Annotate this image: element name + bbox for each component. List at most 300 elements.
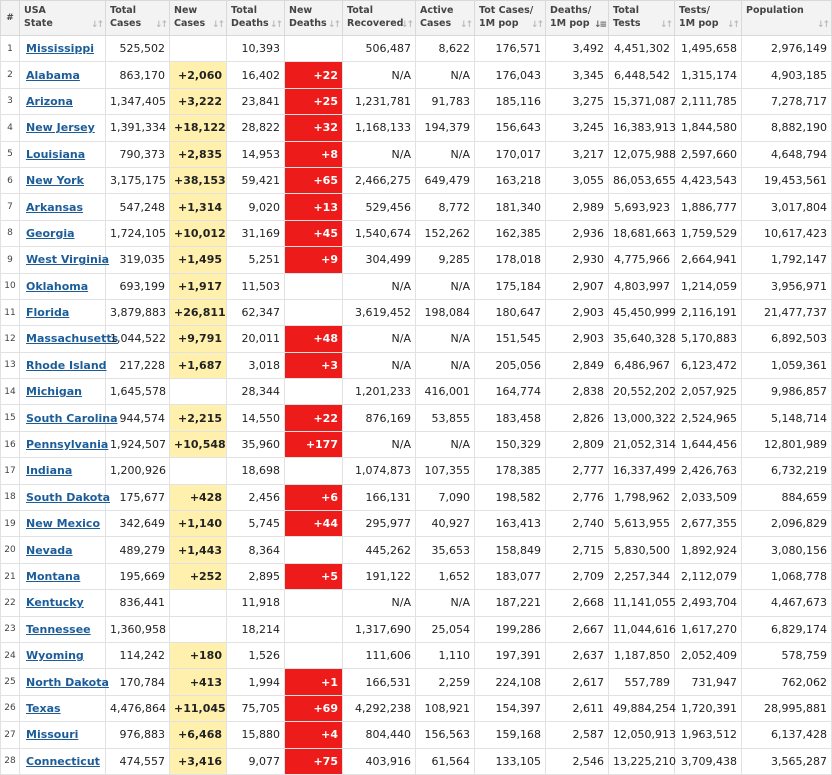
state-cell xyxy=(20,352,106,378)
new-cases-cell xyxy=(170,36,227,62)
active-cases-cell: 40,927 xyxy=(416,511,475,537)
state-cell xyxy=(20,616,106,642)
header-total-cases[interactable] xyxy=(106,1,170,36)
total-tests-cell: 1,187,850 xyxy=(609,642,675,668)
total-deaths-cell: 35,960 xyxy=(227,431,285,457)
cases-per-1m-cell: 185,116 xyxy=(475,88,546,114)
new-deaths-cell xyxy=(285,590,343,616)
state-link[interactable]: South Carolina xyxy=(26,411,118,425)
cases-per-1m-cell: 187,221 xyxy=(475,590,546,616)
state-link[interactable]: Florida xyxy=(26,306,70,320)
cases-per-1m-cell: 175,184 xyxy=(475,273,546,299)
table-row xyxy=(1,563,832,589)
total-cases-cell: 836,441 xyxy=(106,590,170,616)
deaths-per-1m-cell: 3,245 xyxy=(546,115,609,141)
table-row xyxy=(1,88,832,114)
table-row xyxy=(1,695,832,721)
deaths-per-1m-cell: 3,055 xyxy=(546,167,609,193)
header-label-line2: Cases xyxy=(420,18,452,29)
state-link[interactable]: New York xyxy=(26,174,84,188)
state-cell xyxy=(20,141,106,167)
new-cases-cell: +11,045 xyxy=(170,695,227,721)
table-row xyxy=(1,220,832,246)
table-row xyxy=(1,141,832,167)
new-cases-cell: +9,791 xyxy=(170,326,227,352)
deaths-per-1m-cell: 2,809 xyxy=(546,431,609,457)
total-recovered-cell: 295,977 xyxy=(343,511,416,537)
header-label-line1: USA xyxy=(24,5,46,16)
deaths-per-1m-cell: 3,492 xyxy=(546,36,609,62)
total-deaths-cell: 62,347 xyxy=(227,299,285,325)
header-new-cases[interactable] xyxy=(170,1,227,36)
total-deaths-cell: 18,698 xyxy=(227,458,285,484)
active-cases-cell: 8,622 xyxy=(416,36,475,62)
state-cell xyxy=(20,273,106,299)
tests-per-1m-cell: 2,057,925 xyxy=(675,379,742,405)
sort-icon[interactable]: ↓↑ xyxy=(400,20,412,30)
tests-per-1m-cell: 1,495,658 xyxy=(675,36,742,62)
population-cell: 578,759 xyxy=(742,642,832,668)
sort-icon[interactable]: ↓↑ xyxy=(327,20,339,30)
state-cell xyxy=(20,299,106,325)
new-cases-cell: +1,314 xyxy=(170,194,227,220)
table-header xyxy=(1,1,832,36)
cases-per-1m-cell: 163,413 xyxy=(475,511,546,537)
total-recovered-cell: N/A xyxy=(343,273,416,299)
row-index: 14 xyxy=(1,379,20,405)
cases-per-1m-cell: 197,391 xyxy=(475,642,546,668)
sort-icon[interactable]: ↓↑ xyxy=(659,20,671,30)
total-cases-cell: 489,279 xyxy=(106,537,170,563)
active-cases-cell: 7,090 xyxy=(416,484,475,510)
population-cell: 12,801,989 xyxy=(742,431,832,457)
population-cell: 6,829,174 xyxy=(742,616,832,642)
active-cases-cell: N/A xyxy=(416,141,475,167)
total-recovered-cell: 1,168,133 xyxy=(343,115,416,141)
total-recovered-cell: 876,169 xyxy=(343,405,416,431)
new-deaths-cell: +13 xyxy=(285,194,343,220)
header-label-line1: New xyxy=(289,5,313,16)
row-index: 7 xyxy=(1,194,20,220)
total-deaths-cell: 5,745 xyxy=(227,511,285,537)
population-cell: 9,986,857 xyxy=(742,379,832,405)
state-link[interactable]: Kentucky xyxy=(26,596,84,610)
table-row xyxy=(1,722,832,748)
new-cases-cell: +1,495 xyxy=(170,247,227,273)
total-cases-cell: 342,649 xyxy=(106,511,170,537)
row-index: 26 xyxy=(1,695,20,721)
cases-per-1m-cell: 178,385 xyxy=(475,458,546,484)
total-cases-cell: 175,677 xyxy=(106,484,170,510)
state-link[interactable]: New Mexico xyxy=(26,517,101,531)
sort-icon[interactable]: ↓↑ xyxy=(530,20,542,30)
total-tests-cell: 11,044,616 xyxy=(609,616,675,642)
total-recovered-cell: 529,456 xyxy=(343,194,416,220)
total-tests-cell: 49,884,254 xyxy=(609,695,675,721)
state-cell xyxy=(20,748,106,774)
row-index: 25 xyxy=(1,669,20,695)
row-index: 12 xyxy=(1,326,20,352)
new-cases-cell: +1,917 xyxy=(170,273,227,299)
state-link[interactable]: West Virginia xyxy=(26,253,110,267)
total-tests-cell: 4,803,997 xyxy=(609,273,675,299)
total-cases-cell: 474,557 xyxy=(106,748,170,774)
state-link[interactable]: Missouri xyxy=(26,728,79,742)
sort-icon[interactable]: ↓↑ xyxy=(726,20,738,30)
total-tests-cell: 5,613,955 xyxy=(609,511,675,537)
new-deaths-cell xyxy=(285,299,343,325)
active-cases-cell: 194,379 xyxy=(416,115,475,141)
cases-per-1m-cell: 198,582 xyxy=(475,484,546,510)
tests-per-1m-cell: 2,111,785 xyxy=(675,88,742,114)
row-index: 22 xyxy=(1,590,20,616)
deaths-per-1m-cell: 2,838 xyxy=(546,379,609,405)
sort-icon[interactable]: ↓↑ xyxy=(269,20,281,30)
new-deaths-cell xyxy=(285,458,343,484)
new-deaths-cell xyxy=(285,273,343,299)
new-deaths-cell xyxy=(285,616,343,642)
total-deaths-cell: 2,895 xyxy=(227,563,285,589)
total-cases-cell: 1,924,507 xyxy=(106,431,170,457)
header-label-line2: Recovered xyxy=(347,18,404,29)
header-label-line1: Population xyxy=(746,5,804,16)
total-tests-cell: 35,640,328 xyxy=(609,326,675,352)
tests-per-1m-cell: 2,052,409 xyxy=(675,642,742,668)
state-link[interactable]: Michigan xyxy=(26,385,82,399)
active-cases-cell: 416,001 xyxy=(416,379,475,405)
deaths-per-1m-cell: 3,275 xyxy=(546,88,609,114)
new-cases-cell xyxy=(170,616,227,642)
total-tests-cell: 5,693,923 xyxy=(609,194,675,220)
cases-per-1m-cell: 205,056 xyxy=(475,352,546,378)
header-label-line2: State xyxy=(24,18,53,29)
total-recovered-cell: 1,317,690 xyxy=(343,616,416,642)
cases-per-1m-cell: 162,385 xyxy=(475,220,546,246)
total-deaths-cell: 75,705 xyxy=(227,695,285,721)
total-recovered-cell: N/A xyxy=(343,62,416,88)
deaths-per-1m-cell: 2,740 xyxy=(546,511,609,537)
state-link[interactable]: Nevada xyxy=(26,543,73,557)
header-cases-per-1m[interactable] xyxy=(475,1,546,36)
state-link[interactable]: Alabama xyxy=(26,68,80,82)
tests-per-1m-cell: 2,524,965 xyxy=(675,405,742,431)
total-deaths-cell: 1,526 xyxy=(227,642,285,668)
new-cases-cell: +252 xyxy=(170,563,227,589)
total-recovered-cell: 4,292,238 xyxy=(343,695,416,721)
header-population[interactable] xyxy=(742,1,832,36)
header-active-cases[interactable] xyxy=(416,1,475,36)
new-cases-cell: +3,222 xyxy=(170,88,227,114)
total-tests-cell: 557,789 xyxy=(609,669,675,695)
table-row xyxy=(1,36,832,62)
table-row xyxy=(1,115,832,141)
deaths-per-1m-cell: 2,617 xyxy=(546,669,609,695)
sort-icon[interactable]: ↓↑ xyxy=(816,20,828,30)
header-label-line2: 1M pop xyxy=(550,18,590,29)
row-index: 3 xyxy=(1,88,20,114)
active-cases-cell: 107,355 xyxy=(416,458,475,484)
row-index: 10 xyxy=(1,273,20,299)
population-cell: 3,956,971 xyxy=(742,273,832,299)
state-cell xyxy=(20,511,106,537)
deaths-per-1m-cell: 2,637 xyxy=(546,642,609,668)
cases-per-1m-cell: 180,647 xyxy=(475,299,546,325)
state-link[interactable]: Texas xyxy=(26,701,61,715)
state-link[interactable]: Arizona xyxy=(26,94,73,108)
total-cases-cell: 3,175,175 xyxy=(106,167,170,193)
total-recovered-cell: 1,074,873 xyxy=(343,458,416,484)
sort-icon[interactable]: ↓↑ xyxy=(211,20,223,30)
population-cell: 8,882,190 xyxy=(742,115,832,141)
new-cases-cell: +2,835 xyxy=(170,141,227,167)
cases-per-1m-cell: 183,077 xyxy=(475,563,546,589)
table-row xyxy=(1,352,832,378)
active-cases-cell: 91,783 xyxy=(416,88,475,114)
header-label-line2: 1M pop xyxy=(479,18,519,29)
header-label-line1: Tests/ xyxy=(679,5,710,16)
total-recovered-cell: N/A xyxy=(343,141,416,167)
total-deaths-cell: 59,421 xyxy=(227,167,285,193)
new-cases-cell: +26,811 xyxy=(170,299,227,325)
state-link[interactable]: Indiana xyxy=(26,464,73,478)
table-row xyxy=(1,537,832,563)
state-link[interactable]: Wyoming xyxy=(26,649,84,663)
state-link[interactable]: South Dakota xyxy=(26,490,111,504)
table-row xyxy=(1,511,832,537)
total-deaths-cell: 18,214 xyxy=(227,616,285,642)
population-cell: 6,732,219 xyxy=(742,458,832,484)
total-deaths-cell: 9,020 xyxy=(227,194,285,220)
total-cases-cell: 114,242 xyxy=(106,642,170,668)
table-row xyxy=(1,379,832,405)
state-link[interactable]: North Dakota xyxy=(26,675,109,689)
total-recovered-cell: 304,499 xyxy=(343,247,416,273)
population-cell: 3,080,156 xyxy=(742,537,832,563)
new-cases-cell: +10,012 xyxy=(170,220,227,246)
new-deaths-cell: +177 xyxy=(285,431,343,457)
total-recovered-cell: 166,531 xyxy=(343,669,416,695)
new-cases-cell: +2,060 xyxy=(170,62,227,88)
total-recovered-cell: 1,231,781 xyxy=(343,88,416,114)
header-total-recovered[interactable] xyxy=(343,1,416,36)
header-tests-per-1m[interactable] xyxy=(675,1,742,36)
tests-per-1m-cell: 1,720,391 xyxy=(675,695,742,721)
new-cases-cell xyxy=(170,590,227,616)
cases-per-1m-cell: 163,218 xyxy=(475,167,546,193)
cases-per-1m-cell: 224,108 xyxy=(475,669,546,695)
table-row xyxy=(1,299,832,325)
total-cases-cell: 863,170 xyxy=(106,62,170,88)
deaths-per-1m-cell: 2,546 xyxy=(546,748,609,774)
total-recovered-cell: 804,440 xyxy=(343,722,416,748)
new-cases-cell: +428 xyxy=(170,484,227,510)
tests-per-1m-cell: 1,617,270 xyxy=(675,616,742,642)
active-cases-cell: 2,259 xyxy=(416,669,475,695)
state-link[interactable]: Georgia xyxy=(26,226,75,240)
tests-per-1m-cell: 1,214,059 xyxy=(675,273,742,299)
population-cell: 3,565,287 xyxy=(742,748,832,774)
tests-per-1m-cell: 1,886,777 xyxy=(675,194,742,220)
state-link[interactable]: Massachusetts xyxy=(26,332,119,346)
state-link[interactable]: Louisiana xyxy=(26,147,86,161)
sort-icon[interactable]: ↓↑ xyxy=(154,20,166,30)
total-tests-cell: 16,337,499 xyxy=(609,458,675,484)
total-tests-cell: 18,681,663 xyxy=(609,220,675,246)
total-tests-cell: 12,075,988 xyxy=(609,141,675,167)
tests-per-1m-cell: 1,644,456 xyxy=(675,431,742,457)
state-link[interactable]: Pennsylvania xyxy=(26,438,109,452)
active-cases-cell: 649,479 xyxy=(416,167,475,193)
population-cell: 2,096,829 xyxy=(742,511,832,537)
total-deaths-cell: 31,169 xyxy=(227,220,285,246)
cases-per-1m-cell: 199,286 xyxy=(475,616,546,642)
new-deaths-cell: +3 xyxy=(285,352,343,378)
new-deaths-cell: +4 xyxy=(285,722,343,748)
state-link[interactable]: Rhode Island xyxy=(26,358,107,372)
new-deaths-cell xyxy=(285,642,343,668)
active-cases-cell: N/A xyxy=(416,352,475,378)
row-index: 23 xyxy=(1,616,20,642)
state-cell xyxy=(20,326,119,352)
deaths-per-1m-cell: 2,611 xyxy=(546,695,609,721)
total-cases-cell: 1,360,958 xyxy=(106,616,170,642)
new-deaths-cell: +22 xyxy=(285,62,343,88)
header-label-line1: Active xyxy=(420,5,454,16)
new-cases-cell: +413 xyxy=(170,669,227,695)
header-index[interactable] xyxy=(1,1,20,36)
row-index: 9 xyxy=(1,247,20,273)
tests-per-1m-cell: 4,423,543 xyxy=(675,167,742,193)
total-deaths-cell: 14,550 xyxy=(227,405,285,431)
new-deaths-cell: +25 xyxy=(285,88,343,114)
state-cell xyxy=(20,695,106,721)
total-recovered-cell: 3,619,452 xyxy=(343,299,416,325)
deaths-per-1m-cell: 2,903 xyxy=(546,326,609,352)
total-tests-cell: 5,830,500 xyxy=(609,537,675,563)
cases-per-1m-cell: 176,571 xyxy=(475,36,546,62)
table-row xyxy=(1,642,832,668)
header-label-line1: Deaths/ xyxy=(550,5,592,16)
row-index: 24 xyxy=(1,642,20,668)
header-total-deaths[interactable] xyxy=(227,1,285,36)
tests-per-1m-cell: 5,170,883 xyxy=(675,326,742,352)
tests-per-1m-cell: 1,963,512 xyxy=(675,722,742,748)
tests-per-1m-cell: 2,116,191 xyxy=(675,299,742,325)
total-cases-cell: 217,228 xyxy=(106,352,170,378)
new-deaths-cell: +44 xyxy=(285,511,343,537)
state-cell xyxy=(20,669,109,695)
cases-per-1m-cell: 181,340 xyxy=(475,194,546,220)
total-cases-cell: 944,574 xyxy=(106,405,170,431)
total-tests-cell: 13,225,210 xyxy=(609,748,675,774)
row-index: 16 xyxy=(1,431,20,457)
sort-desc-icon[interactable]: ↓≡ xyxy=(593,20,605,30)
state-cell xyxy=(20,458,106,484)
total-cases-cell: 4,476,864 xyxy=(106,695,170,721)
total-cases-cell: 693,199 xyxy=(106,273,170,299)
population-cell: 2,976,149 xyxy=(742,36,832,62)
total-deaths-cell: 23,841 xyxy=(227,88,285,114)
table-row xyxy=(1,669,832,695)
total-cases-cell: 1,044,522 xyxy=(106,326,170,352)
new-cases-cell: +38,153 xyxy=(170,167,227,193)
state-cell xyxy=(20,642,106,668)
state-cell xyxy=(20,431,109,457)
population-cell: 5,148,714 xyxy=(742,405,832,431)
header-label-line1: # xyxy=(6,12,14,23)
active-cases-cell: 152,262 xyxy=(416,220,475,246)
active-cases-cell: 53,855 xyxy=(416,405,475,431)
state-link[interactable]: Montana xyxy=(26,570,81,583)
new-cases-cell: +18,122 xyxy=(170,115,227,141)
header-deaths-per-1m[interactable] xyxy=(546,1,609,36)
new-deaths-cell: +75 xyxy=(285,748,343,774)
deaths-per-1m-cell: 3,345 xyxy=(546,62,609,88)
row-index: 6 xyxy=(1,167,20,193)
total-recovered-cell: 506,487 xyxy=(343,36,416,62)
header-label-line2: Deaths xyxy=(289,18,327,29)
total-deaths-cell: 11,503 xyxy=(227,273,285,299)
state-cell xyxy=(20,167,106,193)
tests-per-1m-cell: 2,677,355 xyxy=(675,511,742,537)
table-row xyxy=(1,458,832,484)
state-link[interactable]: Connecticut xyxy=(26,754,100,768)
header-label-line2: Deaths xyxy=(231,18,269,29)
header-state[interactable] xyxy=(20,1,106,36)
row-index: 17 xyxy=(1,458,20,484)
total-tests-cell: 11,141,055 xyxy=(609,590,675,616)
state-link[interactable]: Mississippi xyxy=(26,42,94,56)
deaths-per-1m-cell: 2,667 xyxy=(546,616,609,642)
state-link[interactable]: Tennessee xyxy=(26,622,91,636)
sort-icon[interactable]: ↓↑ xyxy=(90,20,102,30)
header-label-line1: Total xyxy=(231,5,257,16)
new-cases-cell xyxy=(170,458,227,484)
population-cell: 1,792,147 xyxy=(742,247,832,273)
row-index: 2 xyxy=(1,62,20,88)
header-total-tests[interactable] xyxy=(609,1,675,36)
population-cell: 6,137,428 xyxy=(742,722,832,748)
row-index: 18 xyxy=(1,484,20,510)
total-deaths-cell: 5,251 xyxy=(227,247,285,273)
population-cell: 4,903,185 xyxy=(742,62,832,88)
row-index: 27 xyxy=(1,722,20,748)
deaths-per-1m-cell: 2,715 xyxy=(546,537,609,563)
state-link[interactable]: New Jersey xyxy=(26,121,95,135)
state-cell xyxy=(20,194,106,220)
state-cell xyxy=(20,88,106,114)
deaths-per-1m-cell: 2,709 xyxy=(546,563,609,589)
sort-icon[interactable]: ↓↑ xyxy=(459,20,471,30)
state-link[interactable]: Arkansas xyxy=(26,200,84,214)
tests-per-1m-cell: 1,759,529 xyxy=(675,220,742,246)
total-recovered-cell: 403,916 xyxy=(343,748,416,774)
state-link[interactable]: Oklahoma xyxy=(26,279,89,293)
total-tests-cell: 13,000,322 xyxy=(609,405,675,431)
header-new-deaths[interactable] xyxy=(285,1,343,36)
cases-per-1m-cell: 133,105 xyxy=(475,748,546,774)
row-index: 11 xyxy=(1,299,20,325)
total-cases-cell: 1,347,405 xyxy=(106,88,170,114)
cases-per-1m-cell: 156,643 xyxy=(475,115,546,141)
total-deaths-cell: 14,953 xyxy=(227,141,285,167)
deaths-per-1m-cell: 2,776 xyxy=(546,484,609,510)
header-label-line2: 1M pop xyxy=(679,18,719,29)
total-tests-cell: 4,451,302 xyxy=(609,36,675,62)
active-cases-cell: N/A xyxy=(416,326,475,352)
table-body xyxy=(1,36,832,775)
state-cell xyxy=(20,115,106,141)
